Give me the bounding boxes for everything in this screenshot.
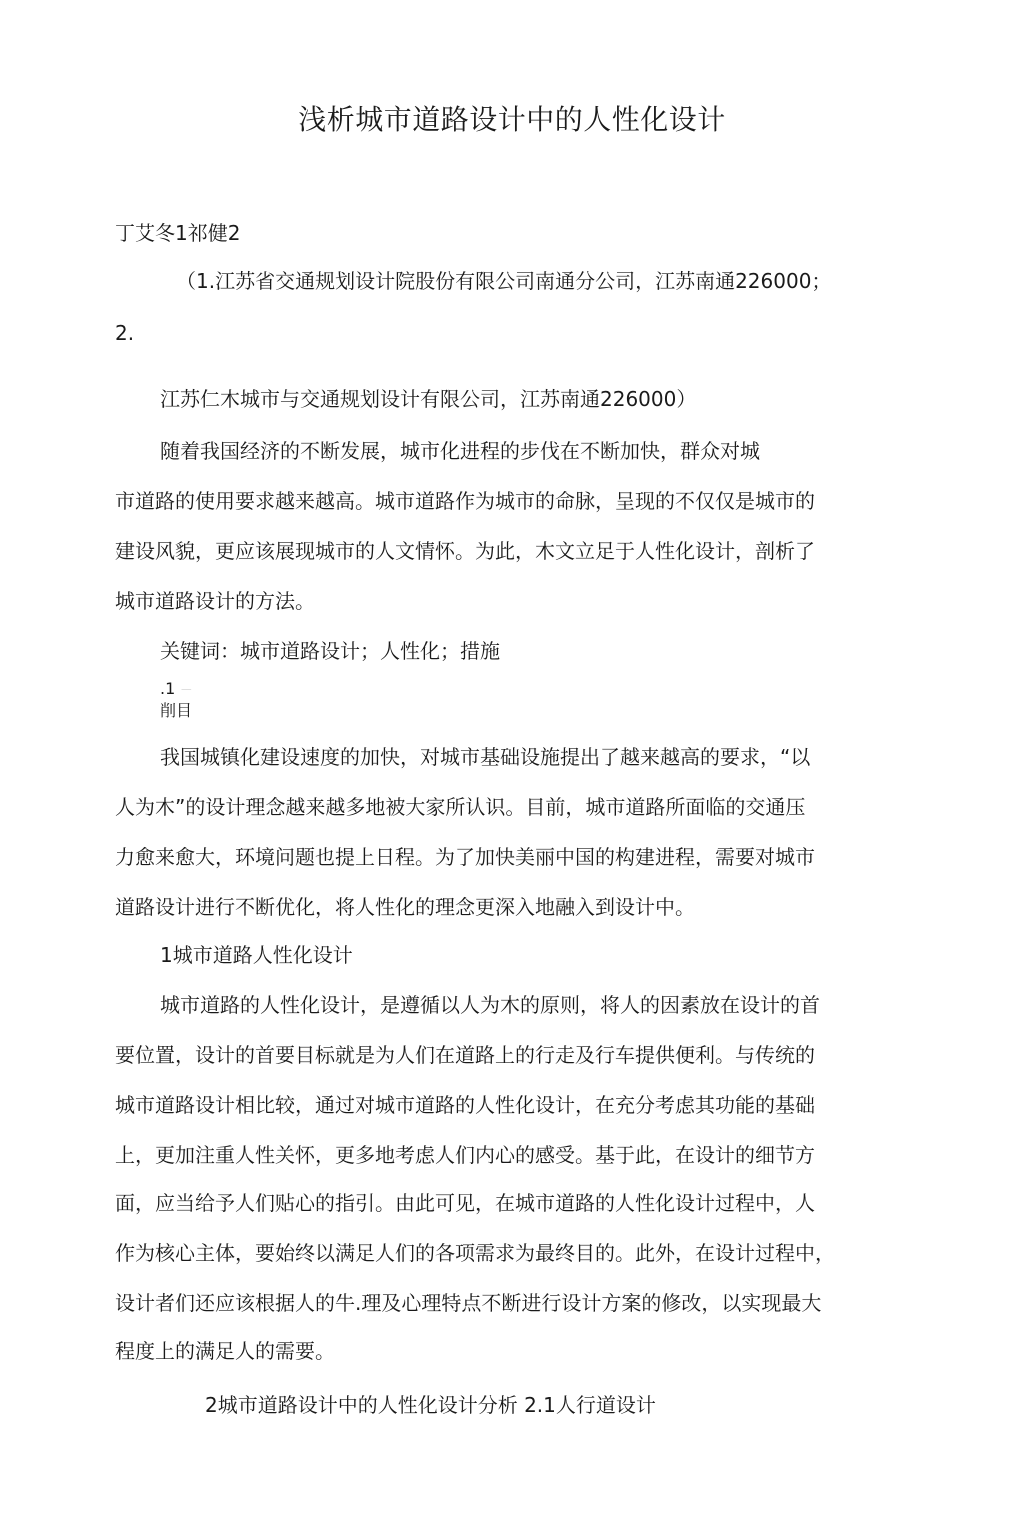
affiliation-line-3: 江苏仁木城市与交通规划设计有限公司，江苏南通226000） [160,387,697,411]
affiliation-line-1: （1.江苏省交通规划设计院股份有限公司南通分公司，江苏南通226000； [176,269,832,293]
section1-heading: 1城市道路人性化设计 [160,943,353,967]
section1-line-2: 要位置，设计的首要目标就是为人们在道路上的行走及行车提供便利。与传统的 [115,1043,815,1067]
page-title: 浅析城市道路设计中的人性化设计 [298,103,726,136]
section1-line-7: 设计者们还应该根据人的牛.理及心理特点不断进行设计方案的修改，以实现最大 [115,1291,822,1315]
abstract-line-3: 建设风貌，更应该展现城市的人文情怀。为此，木文立足于人性化设计，剖析了 [115,539,815,563]
preface-mark: ⸺ [181,685,192,693]
section2-heading: 2城市道路设计中的人性化设计分析 2.1人行道设计 [205,1393,656,1417]
preface-number-text: .1 [160,679,176,698]
intro-line-3: 力愈来愈大，环境问题也提上日程。为了加快美丽中国的构建进程，需要对城市 [115,845,815,869]
intro-line-2: 人为木”的设计理念越来越多地被大家所认识。目前，城市道路所面临的交通压 [115,795,806,819]
preface-number [160,678,191,701]
section1-line-5: 面，应当给予人们贴心的指引。由此可见，在城市道路的人性化设计过程中，人 [115,1191,815,1215]
section1-line-6: 作为核心主体，要始终以满足人们的各项需求为最终目的。此外，在设计过程中， [115,1241,835,1265]
section1-line-1: 城市道路的人性化设计，是遵循以人为木的原则，将人的因素放在设计的首 [160,993,820,1017]
preface-heading: 削目 [160,701,193,720]
authors: 丁艾冬1祁健2 [115,221,241,245]
intro-line-1: 我国城镇化建设速度的加快，对城市基础设施提出了越来越高的要求，“以 [160,745,811,769]
abstract-line-1: 随着我国经济的不断发展，城市化进程的步伐在不断加快，群众对城 [160,439,760,463]
section1-line-8: 程度上的满足人的需要。 [115,1339,335,1363]
intro-line-4: 道路设计进行不断优化，将人性化的理念更深入地融入到设计中。 [115,895,695,919]
keywords: 关键词：城市道路设计；人性化；措施 [160,639,500,663]
abstract-line-2: 市道路的使用要求越来越高。城市道路作为城市的命脉，呈现的不仅仅是城市的 [115,489,815,513]
section1-line-3: 城市道路设计相比较，通过对城市道路的人性化设计，在充分考虑其功能的基础 [115,1093,815,1117]
abstract-line-4: 城市道路设计的方法。 [115,589,315,613]
affiliation-line-2: 2. [115,321,135,345]
section1-line-4: 上，更加注重人性关怀，更多地考虑人们内心的感受。基于此，在设计的细节方 [115,1143,815,1167]
